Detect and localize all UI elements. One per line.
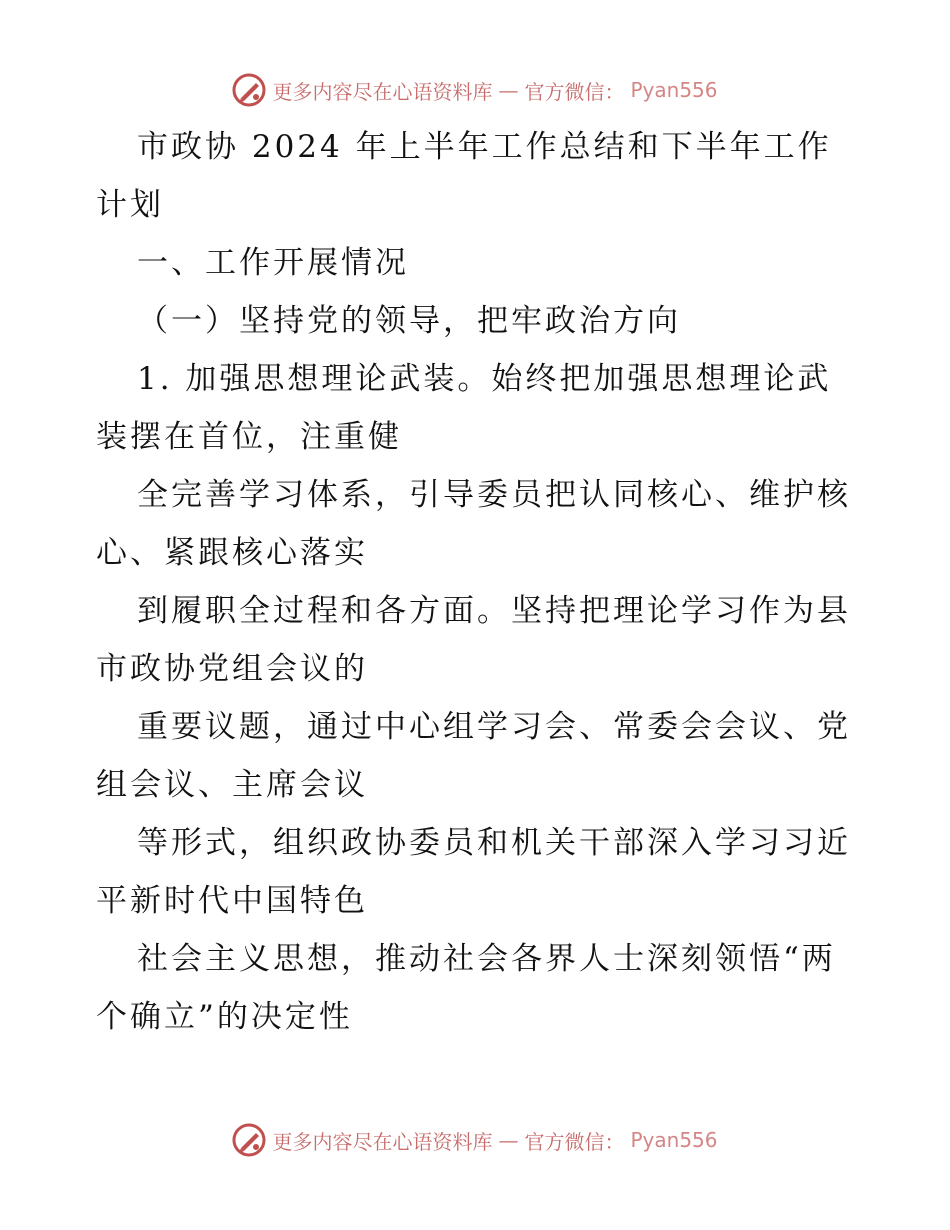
- document-body: [96, 118, 856, 1046]
- footer-watermark: [0, 1120, 950, 1160]
- section-heading: 一、工作开展情况: [137, 245, 409, 281]
- body-paragraph: 等形式，组织政协委员和机关干部深入学习习近平新时代中国特色: [96, 825, 851, 919]
- body-paragraph: 社会主义思想，推动社会各界人士深刻领悟“两个确立”的决定性: [96, 941, 836, 1035]
- body-paragraph: 重要议题，通过中心组学习会、常委会会议、党组会议、主席会议: [96, 709, 851, 803]
- body-paragraph: 到履职全过程和各方面。坚持把理论学习作为县市政协党组会议的: [96, 593, 851, 687]
- watermark-dash: —: [498, 1128, 519, 1152]
- subsection-heading: （一）坚持党的领导，把牢政治方向: [137, 303, 681, 339]
- ink-pen-logo-icon: [232, 1123, 266, 1157]
- body-paragraph: 1. 加强思想理论武装。始终把加强思想理论武装摆在首位，注重健: [96, 361, 832, 455]
- watermark-text: 更多内容尽在心语资料库: [272, 1129, 493, 1154]
- watermark-text: 更多内容尽在心语资料库: [272, 79, 493, 104]
- watermark-id: Pyan556: [630, 1128, 718, 1152]
- body-paragraph: 全完善学习体系，引导委员把认同核心、维护核心、紧跟核心落实: [96, 477, 851, 571]
- watermark-dash: —: [498, 78, 519, 102]
- watermark-label: 官方微信：: [524, 79, 625, 104]
- watermark-id: Pyan556: [630, 78, 718, 102]
- document-title: 市政协 2024 年上半年工作总结和下半年工作计划: [96, 129, 832, 223]
- ink-pen-logo-icon: [232, 73, 266, 107]
- header-watermark: [0, 70, 950, 110]
- watermark-label: 官方微信：: [524, 1129, 625, 1154]
